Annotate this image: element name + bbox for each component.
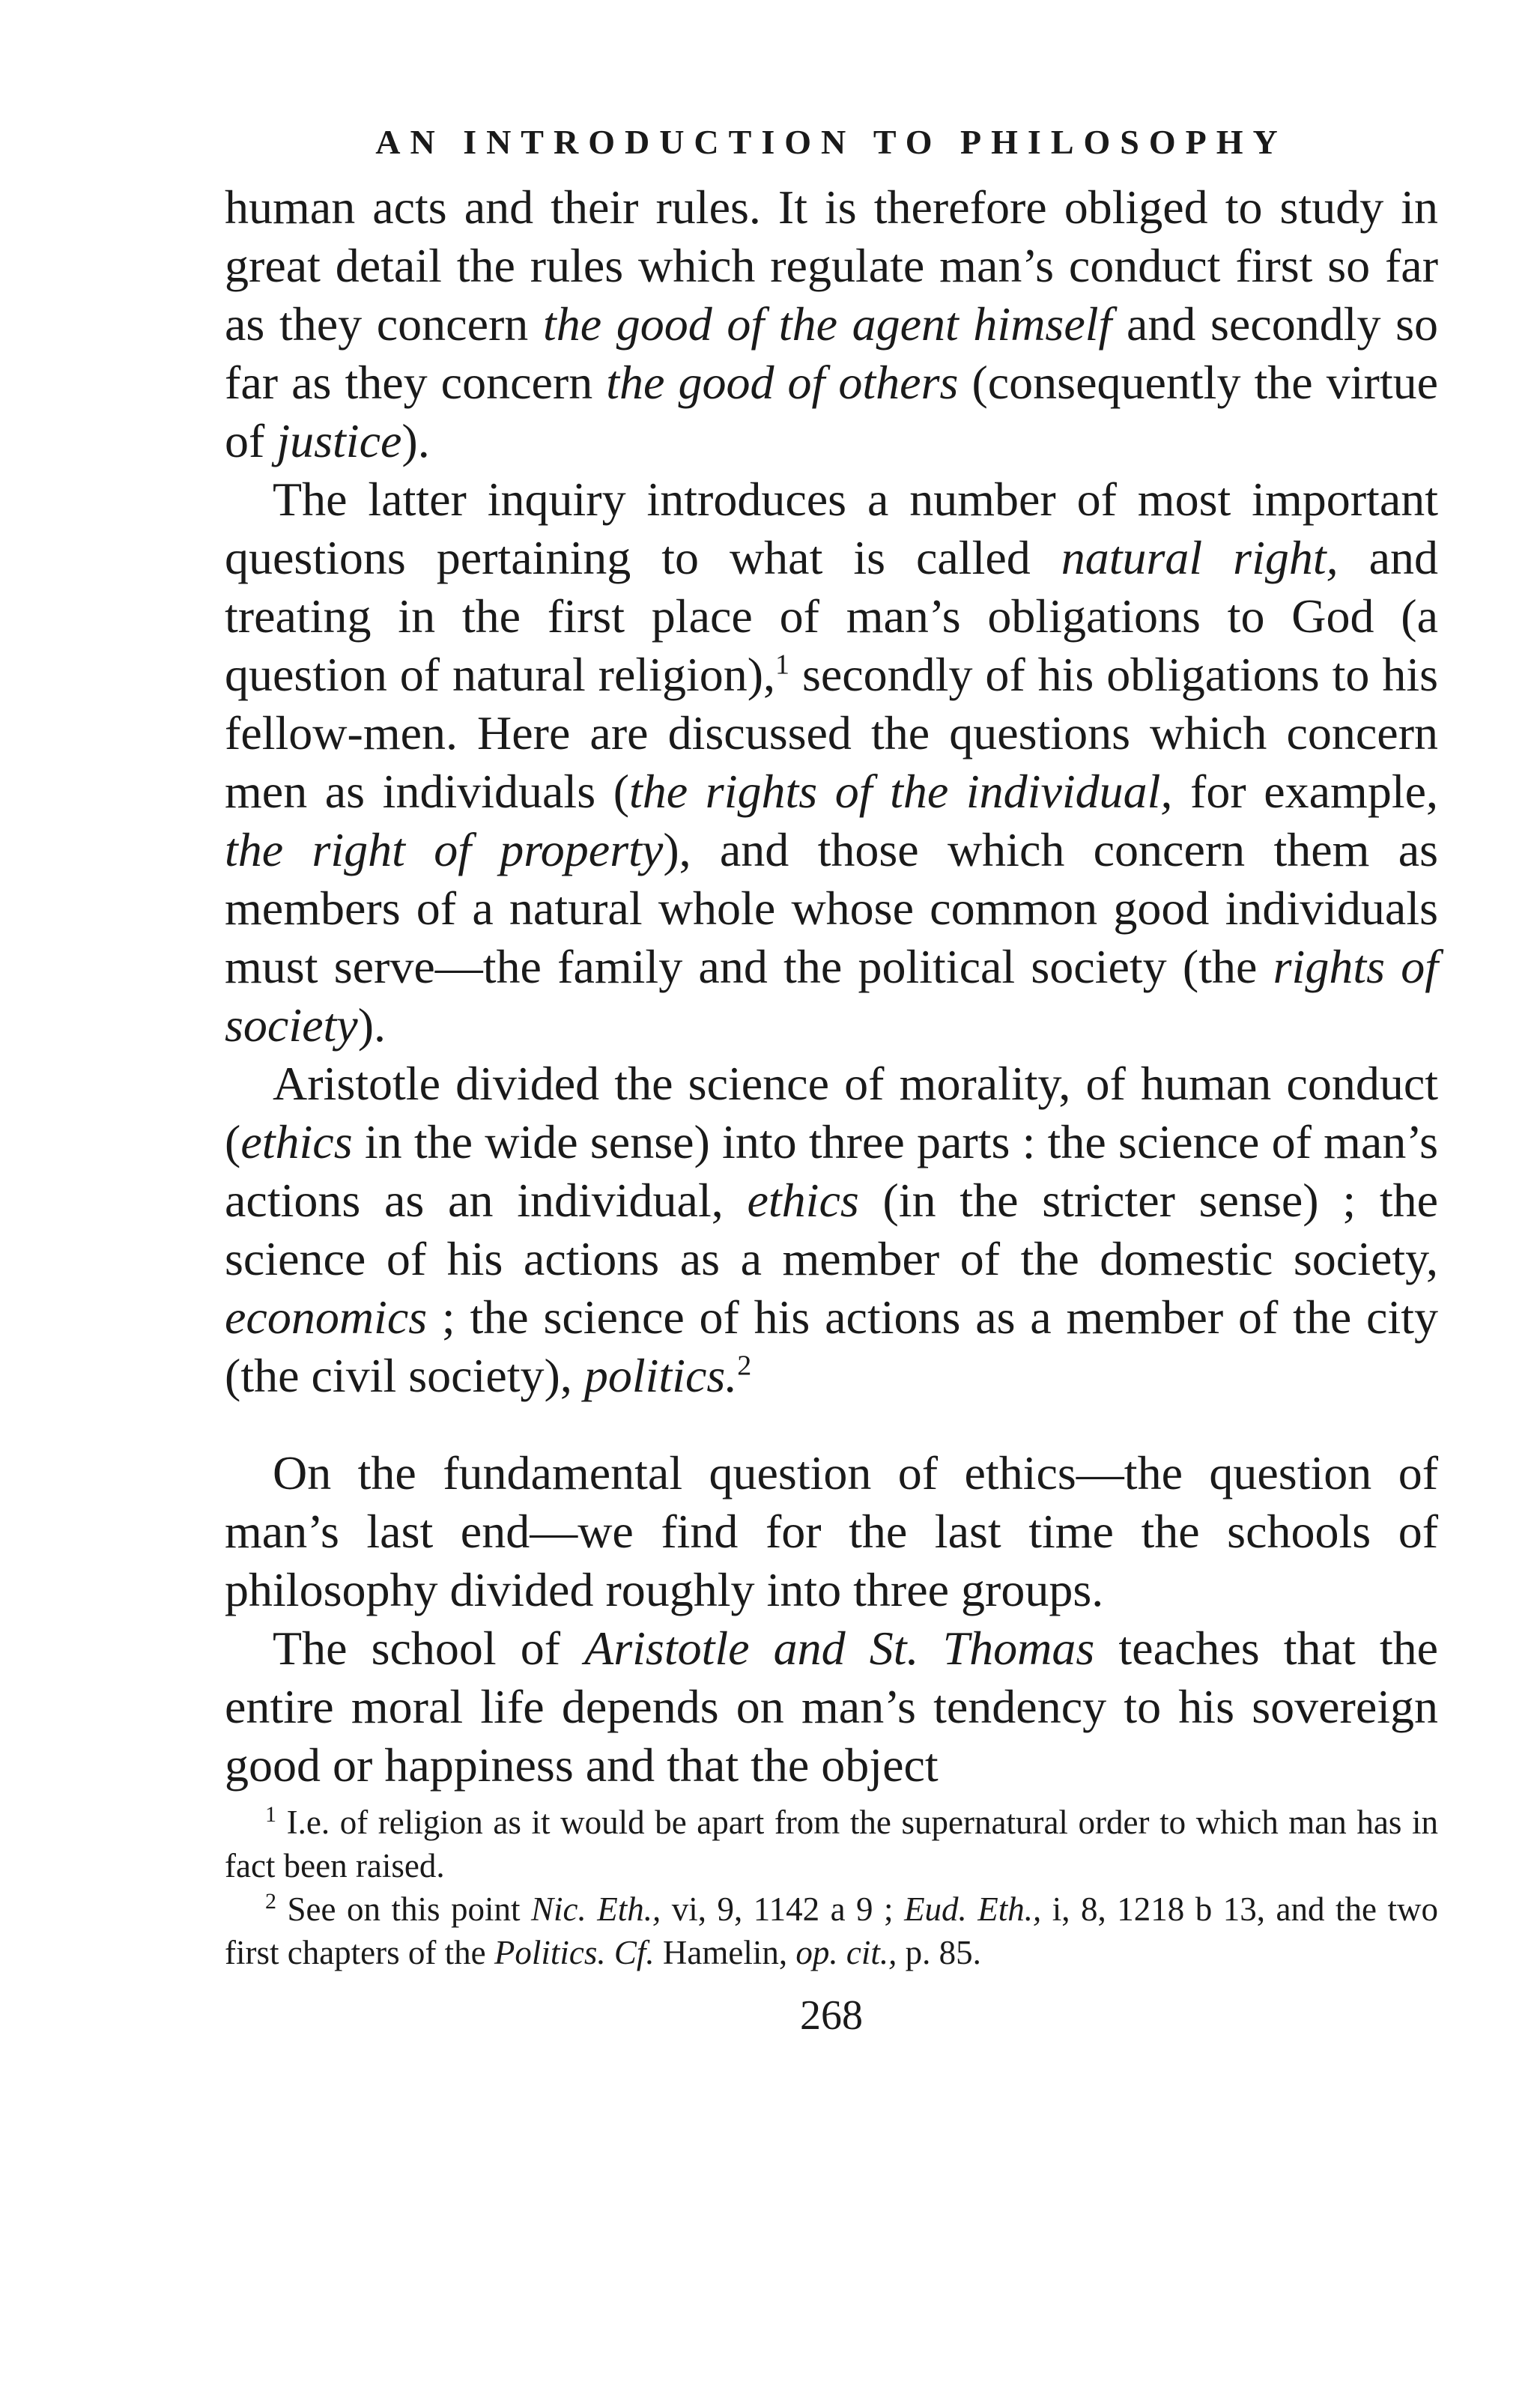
text-span: secondly of his obligations to his fellow-men. Here are discussed the questions which concern men as individuals ( bbox=[225, 648, 1438, 818]
text-span: Hamelin, bbox=[654, 1934, 796, 1971]
text-span: teaches that the entire moral life depends on man’s tendency to his sovereign good or happiness and that the object bbox=[225, 1622, 1439, 1792]
text-span: in the wide sense) into three parts : the science of man’s actions as an individual, bbox=[225, 1115, 1438, 1227]
italic-span: economics bbox=[225, 1291, 428, 1344]
italic-span: op. cit., bbox=[795, 1934, 897, 1971]
italic-span: Nic. Eth., bbox=[531, 1890, 661, 1928]
text-span: The school of bbox=[273, 1622, 585, 1675]
text-span: The latter inquiry introduces a number of most important questions pertaining to what is called bbox=[225, 473, 1438, 584]
body-text bbox=[225, 178, 1438, 1795]
italic-span: the rights of the individual, bbox=[629, 765, 1173, 818]
italic-span: Aristotle and St. Thomas bbox=[584, 1622, 1095, 1675]
footnotes bbox=[225, 1801, 1438, 1974]
text-span: On the fundamental question of ethics—the question of man’s last end—we find for the last time the schools of philosophy divided roughly into three groups. bbox=[225, 1446, 1438, 1616]
italic-span: rights of society bbox=[225, 940, 1439, 1052]
italic-span: Cf. bbox=[613, 1934, 655, 1971]
paragraph-2 bbox=[225, 470, 1438, 1055]
footnote-ref-2[interactable]: 2 bbox=[737, 1350, 752, 1382]
italic-span: justice bbox=[276, 414, 402, 467]
book-page bbox=[225, 120, 1438, 2042]
text-span: ), and those which concern them as members of a natural whole whose common good individuals must serve—the family and the political society (the bbox=[225, 823, 1439, 993]
text-span: ). bbox=[401, 414, 430, 467]
footnote-1 bbox=[225, 1801, 1438, 1887]
italic-span: the good of others bbox=[606, 356, 959, 409]
text-span: p. 85. bbox=[897, 1934, 981, 1971]
text-span: (consequently the virtue of bbox=[225, 356, 1439, 467]
italic-span: the good of the agent himself bbox=[542, 297, 1112, 351]
text-span: ; the science of his actions as a member of the city (the civil society), bbox=[225, 1291, 1438, 1402]
text-span: and secondly so far as they concern bbox=[225, 297, 1439, 409]
italic-span: natural right, bbox=[1061, 531, 1339, 584]
text-span: (in the stricter sense) ; the science of his actions as a member of the domestic society, bbox=[225, 1174, 1439, 1285]
text-span bbox=[606, 1934, 614, 1971]
italic-span: ethics bbox=[747, 1174, 859, 1227]
text-span: for example, bbox=[1172, 765, 1439, 818]
paragraph-4 bbox=[225, 1444, 1438, 1619]
footnote-mark: 1 bbox=[265, 1802, 276, 1827]
italic-span: ethics bbox=[240, 1115, 353, 1168]
footnote-2 bbox=[225, 1887, 1438, 1974]
footnote-ref-1[interactable]: 1 bbox=[775, 649, 790, 681]
italic-span: politics. bbox=[583, 1349, 738, 1402]
paragraph-3 bbox=[225, 1055, 1438, 1405]
footnote-mark: 2 bbox=[265, 1889, 276, 1914]
text-span: and treating in the first place of man’s obligations to God (a question of natural religion), bbox=[225, 531, 1438, 701]
italic-span: Politics. bbox=[494, 1934, 606, 1971]
paragraph-1 bbox=[225, 178, 1438, 470]
text-span: i, 8, 1218 b 13, and the two first chapters of the bbox=[225, 1890, 1439, 1971]
italic-span: the right of property bbox=[225, 823, 664, 876]
text-span: I.e. of religion as it would be apart from the supernatural order to which man has in fact been raised. bbox=[225, 1804, 1438, 1884]
text-span: See on this point bbox=[276, 1890, 531, 1928]
text-span: vi, 9, 1142 a 9 ; bbox=[661, 1890, 905, 1928]
page-number: 268 bbox=[800, 1992, 863, 2039]
paragraph-5 bbox=[225, 1619, 1438, 1795]
italic-span: Eud. Eth., bbox=[904, 1890, 1042, 1928]
text-span: human acts and their rules. It is therefore obliged to study in great detail the rules which regulate man’s conduct first so far as they concern bbox=[225, 181, 1438, 351]
text-span: Aristotle divided the science of morality, of human conduct ( bbox=[225, 1057, 1438, 1168]
running-head: AN INTRODUCTION TO PHILOSOPHY bbox=[375, 123, 1288, 161]
text-span: ). bbox=[357, 998, 386, 1052]
